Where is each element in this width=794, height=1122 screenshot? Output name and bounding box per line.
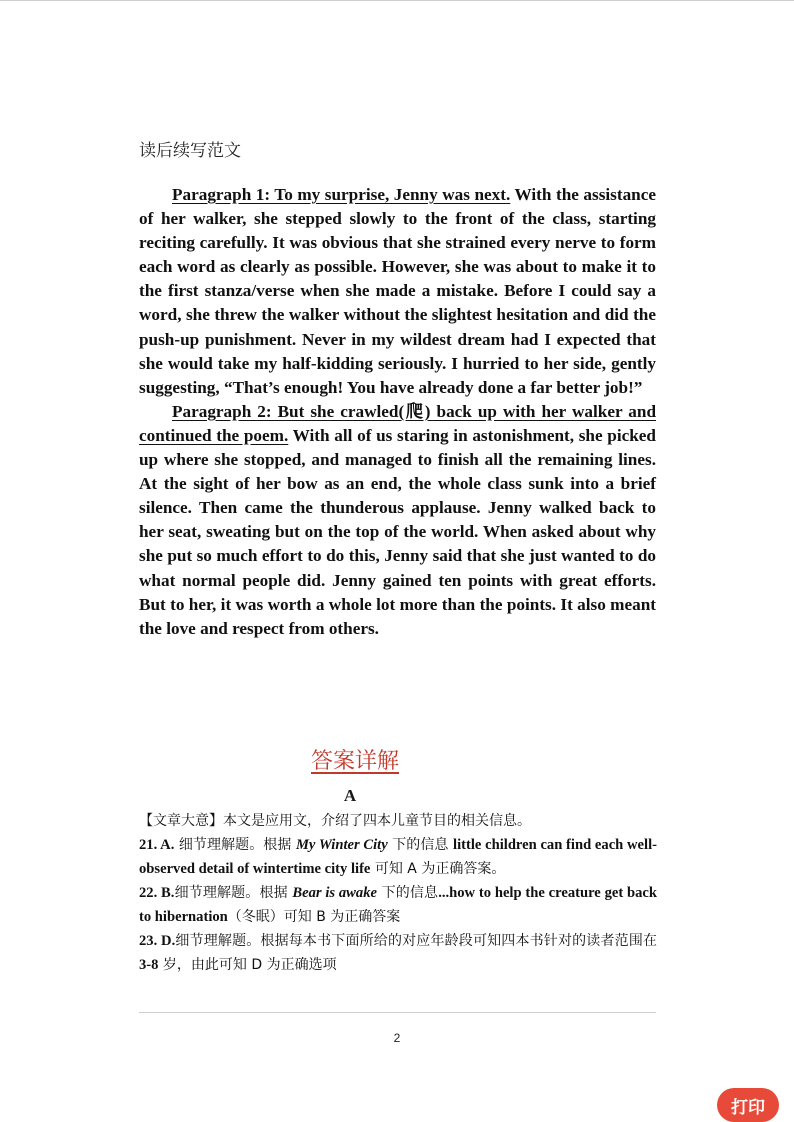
- q23-number: 23. D.: [139, 933, 176, 949]
- q23-age-range: 3-8: [139, 957, 159, 973]
- q21-text-c: 可知 A 为正确答案。: [370, 861, 506, 877]
- footer-divider: [139, 1012, 656, 1013]
- paragraph-1-lead-sentence: Paragraph 1: To my surprise, Jenny was next.: [172, 185, 511, 204]
- paragraph-2-body: With all of us staring in astonishment, she picked up where she stopped, and managed to finish all the remaining lines. At the sight of her bow as an end, the whole class sunk into a brief silence. Then came the thunderous applause. Jenny walked back to her seat, sweating but on the top of the world. When asked about why she put so much effort to do this, Jenny said that she just wanted to do what normal people did. Jenny gained ten points with great efforts. But to her, it was worth a whole lot more than the points. It also meant the love and respect from others.: [139, 425, 656, 638]
- q21-text-b: 下的信息: [387, 837, 454, 853]
- top-divider: [0, 0, 794, 1]
- page-number: 2: [393, 1031, 401, 1045]
- q22-text-c: （冬眠）可知 B 为正确答案: [227, 909, 401, 925]
- q21-number: 21. A.: [139, 837, 175, 853]
- question-22-explanation: [139, 881, 657, 929]
- question-23-explanation: [139, 929, 657, 977]
- article-summary: [139, 809, 657, 833]
- section-heading: 读后续写范文: [139, 141, 241, 161]
- answer-section-title: 答案详解: [310, 749, 399, 774]
- part-label: A: [343, 786, 357, 805]
- q21-book-title: My Winter City: [295, 837, 388, 853]
- q22-quote: ...how to help the creature get back to hibernation: [139, 885, 658, 925]
- answer-explanations: [139, 809, 657, 977]
- q22-text-a: 细节理解题。根据: [174, 885, 293, 901]
- sample-essay: [139, 183, 656, 641]
- q22-number: 22. B.: [139, 885, 175, 901]
- essay-paragraph-2: [139, 400, 656, 641]
- q21-quote: little children can find each well-observed detail of wintertime city life: [139, 837, 657, 877]
- q22-text-b: 下的信息: [376, 885, 439, 901]
- summary-text: 【文章大意】本文是应用文，介绍了四本儿童节目的相关信息。: [139, 813, 531, 829]
- essay-paragraph-1: [139, 183, 656, 400]
- question-21-explanation: [139, 833, 657, 881]
- paragraph-2-lead-sentence: Paragraph 2: But she crawled(爬) back up with her walker and continued the poem.: [139, 401, 656, 445]
- q23-text-b: 岁，由此可知 D 为正确选项: [158, 957, 337, 973]
- paragraph-1-body: With the assistance of her walker, she stepped slowly to the front of the class, starting reciting carefully. It was obvious that she strained every nerve to form each word as clearly as possible. However, she was about to make it to the first stanza/verse when she made a mistake. Before I could say a word, she threw the walker without the slightest hesitation and did the push-up punishment. Never in my wildest dream had I expected that she would take my half-kidding seriously. I hurried to her side, gently suggesting, “That’s enough! You have already done a far better job!”: [139, 185, 656, 397]
- q21-text-a: 细节理解题。根据: [174, 837, 296, 853]
- print-button[interactable]: 打印: [717, 1088, 779, 1122]
- q22-book-title: Bear is awake: [292, 885, 377, 901]
- q23-text-a: 细节理解题。根据每本书下面所给的对应年龄段可知四本书针对的读者范围在: [175, 933, 657, 949]
